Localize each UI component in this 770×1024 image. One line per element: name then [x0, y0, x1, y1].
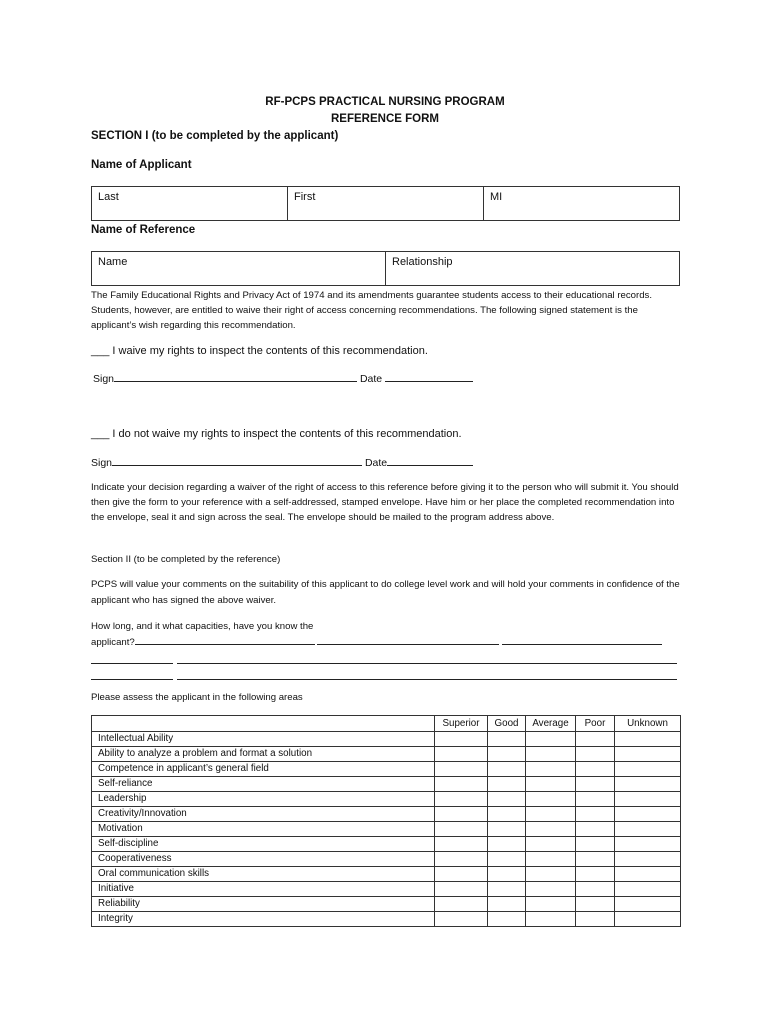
rating-cell-unknown[interactable]	[615, 762, 681, 777]
rating-cell-unknown[interactable]	[615, 912, 681, 927]
area-column-header	[92, 716, 435, 732]
rating-cell-average[interactable]	[526, 762, 576, 777]
applicant-heading: Name of Applicant	[91, 159, 192, 171]
rating-cell-average[interactable]	[526, 822, 576, 837]
pcps-note: PCPS will value your comments on the suitability of this applicant to do college level work and will hold your comments in confidence of the applicant who has signed the above waiver.	[91, 579, 680, 606]
rating-cell-good[interactable]	[488, 912, 526, 927]
first-name-field[interactable]	[288, 187, 484, 221]
rating-cell-average[interactable]	[526, 867, 576, 882]
rating-cell-poor[interactable]	[576, 882, 615, 897]
rating-cell-average[interactable]	[526, 747, 576, 762]
name-label: Name	[98, 256, 128, 268]
rating-cell-unknown[interactable]	[615, 807, 681, 822]
rating-cell-poor[interactable]	[576, 792, 615, 807]
program-title: RF-PCPS PRACTICAL NURSING PROGRAM	[265, 96, 505, 108]
assessment-area-label: Integrity	[92, 912, 435, 927]
assessment-row	[92, 777, 681, 792]
assessment-area-label: Self-discipline	[92, 837, 435, 852]
reference-heading: Name of Reference	[91, 224, 196, 236]
rating-cell-poor[interactable]	[576, 777, 615, 792]
rating-cell-unknown[interactable]	[615, 732, 681, 747]
rating-cell-good[interactable]	[488, 897, 526, 912]
rating-cell-good[interactable]	[488, 732, 526, 747]
rating-cell-superior[interactable]	[435, 912, 488, 927]
relationship-label: Relationship	[392, 256, 453, 268]
waive-date-label: Date	[359, 373, 383, 385]
ferpa-paragraph: The Family Educational Rights and Privacy Act of 1974 and its amendments guarantee students access to their educational records. Students, however, are entitled to waive their right of access concerning recommendations. The following signed statement is the applicant’s wish regarding this recommendation.	[91, 290, 653, 331]
rating-cell-unknown[interactable]	[615, 897, 681, 912]
poor-column-header: Poor	[576, 716, 615, 732]
section-two-heading: Section II (to be completed by the reference)	[91, 554, 281, 565]
not-waive-date-line[interactable]	[387, 455, 473, 466]
rating-cell-superior[interactable]	[435, 822, 488, 837]
assessment-row	[92, 912, 681, 927]
rating-cell-poor[interactable]	[576, 807, 615, 822]
assessment-area-label: Leadership	[92, 792, 435, 807]
rating-cell-unknown[interactable]	[615, 867, 681, 882]
rating-cell-good[interactable]	[488, 807, 526, 822]
assessment-area-label: Intellectual Ability	[92, 732, 435, 747]
assessment-row	[92, 762, 681, 777]
assessment-row	[92, 852, 681, 867]
answer-line-1a[interactable]	[135, 634, 315, 645]
rating-cell-unknown[interactable]	[615, 747, 681, 762]
rating-cell-average[interactable]	[526, 912, 576, 927]
section-one-heading: SECTION I (to be completed by the applicant)	[91, 130, 339, 142]
assessment-header-row	[92, 716, 681, 732]
waive-signature-row	[93, 371, 473, 385]
assessment-table	[91, 715, 681, 927]
answer-line-1b[interactable]	[317, 634, 499, 645]
not-waive-checkbox-blank[interactable]: ___	[91, 428, 110, 440]
rating-cell-superior[interactable]	[435, 867, 488, 882]
form-title: REFERENCE FORM	[331, 113, 439, 125]
rating-cell-superior[interactable]	[435, 732, 488, 747]
rating-cell-average[interactable]	[526, 897, 576, 912]
rating-cell-poor[interactable]	[576, 912, 615, 927]
not-waive-sign-line[interactable]	[112, 455, 362, 466]
assessment-area-label: Initiative	[92, 882, 435, 897]
rating-cell-unknown[interactable]	[615, 777, 681, 792]
not-waive-statement	[91, 428, 462, 440]
rating-cell-superior[interactable]	[435, 837, 488, 852]
rating-cell-unknown[interactable]	[615, 792, 681, 807]
assessment-area-label: Oral communication skills	[92, 867, 435, 882]
assessment-row	[92, 807, 681, 822]
rating-cell-good[interactable]	[488, 762, 526, 777]
assessment-area-label: Self-reliance	[92, 777, 435, 792]
rating-cell-unknown[interactable]	[615, 822, 681, 837]
rating-cell-good[interactable]	[488, 792, 526, 807]
not-waive-signature-row	[91, 455, 473, 469]
rating-cell-superior[interactable]	[435, 882, 488, 897]
answer-line-2a[interactable]	[91, 653, 173, 664]
assessment-row	[92, 822, 681, 837]
assessment-row	[92, 732, 681, 747]
waive-checkbox-blank[interactable]: ___	[91, 345, 110, 357]
good-column-header: Good	[488, 716, 526, 732]
assessment-row	[92, 837, 681, 852]
waive-sign-label: Sign	[93, 373, 115, 385]
rating-cell-unknown[interactable]	[615, 852, 681, 867]
reference-name-field[interactable]	[92, 252, 386, 286]
answer-line-1c[interactable]	[502, 634, 662, 645]
average-column-header: Average	[526, 716, 576, 732]
rating-cell-poor[interactable]	[576, 867, 615, 882]
rating-cell-superior[interactable]	[435, 897, 488, 912]
first-label: First	[294, 191, 316, 203]
waive-sign-line[interactable]	[114, 371, 357, 382]
rating-cell-unknown[interactable]	[615, 837, 681, 852]
rating-cell-superior[interactable]	[435, 762, 488, 777]
rating-cell-good[interactable]	[488, 882, 526, 897]
rating-cell-superior[interactable]	[435, 852, 488, 867]
assessment-area-label: Competence in applicant’s general field	[92, 762, 435, 777]
assessment-row	[92, 747, 681, 762]
rating-cell-average[interactable]	[526, 807, 576, 822]
waive-text: I waive my rights to inspect the contents of this recommendation.	[112, 345, 428, 357]
rating-cell-superior[interactable]	[435, 792, 488, 807]
how-long-question: How long, and it what capacities, have you know the	[91, 621, 314, 632]
assessment-row	[92, 867, 681, 882]
rating-cell-poor[interactable]	[576, 837, 615, 852]
waive-date-line[interactable]	[385, 371, 473, 382]
rating-cell-average[interactable]	[526, 882, 576, 897]
how-long-answer-row	[91, 634, 681, 650]
rating-cell-good[interactable]	[488, 747, 526, 762]
answer-row-3	[91, 667, 681, 685]
rating-cell-poor[interactable]	[576, 762, 615, 777]
rating-cell-average[interactable]	[526, 732, 576, 747]
rating-cell-poor[interactable]	[576, 732, 615, 747]
rating-cell-good[interactable]	[488, 852, 526, 867]
applicant-name-table	[91, 186, 680, 221]
rating-cell-poor[interactable]	[576, 852, 615, 867]
assessment-row	[92, 792, 681, 807]
assessment-area-label: Ability to analyze a problem and format a solution	[92, 747, 435, 762]
rating-cell-poor[interactable]	[576, 822, 615, 837]
rating-cell-unknown[interactable]	[615, 882, 681, 897]
assess-intro: Please assess the applicant in the following areas	[91, 692, 303, 703]
relationship-field[interactable]	[386, 252, 680, 286]
waive-statement	[91, 345, 428, 357]
rating-cell-average[interactable]	[526, 777, 576, 792]
rating-cell-superior[interactable]	[435, 777, 488, 792]
rating-cell-superior[interactable]	[435, 807, 488, 822]
assessment-area-label: Motivation	[92, 822, 435, 837]
answer-line-2b[interactable]	[177, 653, 677, 664]
rating-cell-average[interactable]	[526, 792, 576, 807]
assessment-area-label: Creativity/Innovation	[92, 807, 435, 822]
rating-cell-good[interactable]	[488, 822, 526, 837]
answer-line-3b[interactable]	[177, 669, 677, 680]
unknown-column-header: Unknown	[615, 716, 681, 732]
not-waive-date-label: Date	[364, 457, 388, 469]
rating-cell-average[interactable]	[526, 837, 576, 852]
rating-cell-poor[interactable]	[576, 897, 615, 912]
superior-column-header: Superior	[435, 716, 488, 732]
rating-cell-poor[interactable]	[576, 747, 615, 762]
mi-field[interactable]	[484, 187, 680, 221]
not-waive-sign-label: Sign	[91, 457, 113, 469]
rating-cell-good[interactable]	[488, 837, 526, 852]
assessment-area-label: Cooperativeness	[92, 852, 435, 867]
rating-cell-average[interactable]	[526, 852, 576, 867]
instructions-paragraph: Indicate your decision regarding a waiver of the right of access to this reference before giving it to the person who will submit it. You should then give the form to your reference with a self-addressed, stamped envelope. Have him or her place the completed recommendation into the envelope, seal it and sign across the seal. The envelope should be mailed to the program address above.	[91, 482, 679, 523]
rating-cell-superior[interactable]	[435, 747, 488, 762]
rating-cell-good[interactable]	[488, 777, 526, 792]
answer-line-3a[interactable]	[91, 669, 173, 680]
assessment-row	[92, 882, 681, 897]
mi-label: MI	[490, 191, 503, 203]
reference-name-table	[91, 251, 680, 286]
applicant-label: applicant?	[91, 637, 135, 648]
assessment-area-label: Reliability	[92, 897, 435, 912]
last-name-field[interactable]	[92, 187, 288, 221]
rating-cell-good[interactable]	[488, 867, 526, 882]
last-label: Last	[98, 191, 119, 203]
assessment-row	[92, 897, 681, 912]
not-waive-text: I do not waive my rights to inspect the contents of this recommendation.	[112, 428, 462, 440]
